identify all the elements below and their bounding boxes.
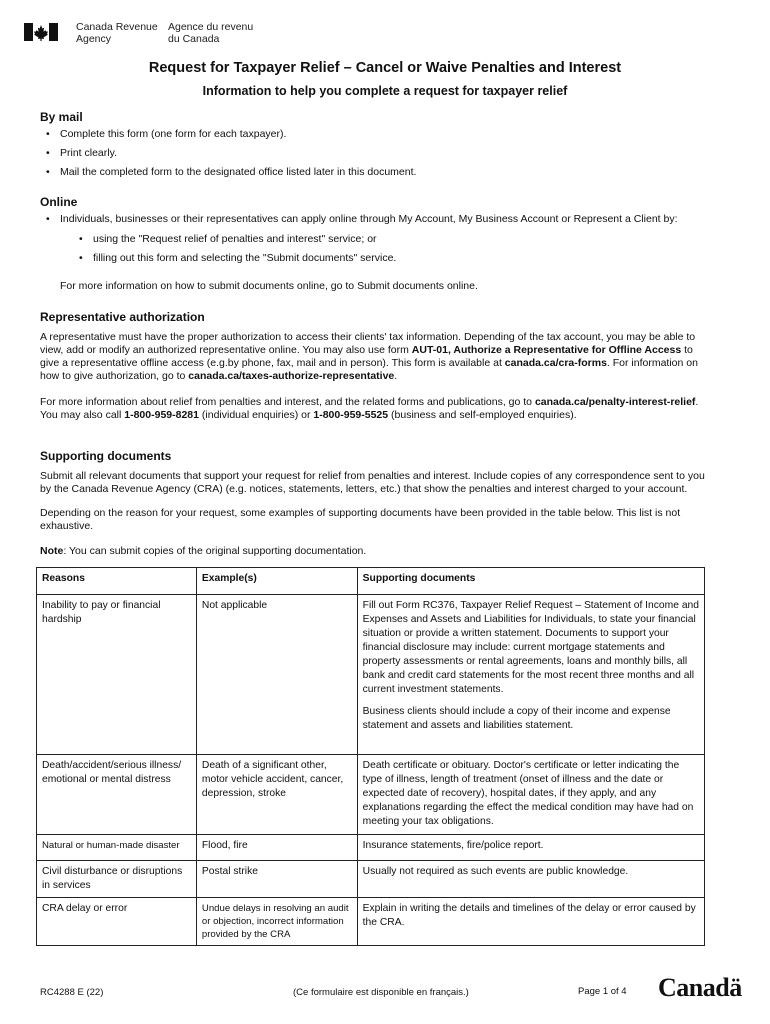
note-label: Note [40, 545, 64, 557]
government-header [24, 18, 424, 48]
text-span: . [394, 370, 398, 382]
example-cell: Postal strike [196, 861, 357, 898]
docs-text-business: Business clients should include a copy of their income and expense statement and assets and liabilities statement. [362, 706, 671, 731]
text-span: . You may also call [40, 396, 699, 421]
text-span: (individual enquiries) or [198, 409, 314, 421]
cra-forms-link[interactable]: canada.ca/cra-forms [504, 357, 607, 369]
page-number: Page 1 of 4 [578, 986, 627, 997]
table-row [37, 898, 705, 946]
list-item: • Mail the completed form to the designated office listed later in this document. [40, 163, 720, 182]
text-span: (business and self-employed enquiries). [388, 409, 577, 421]
list-item: • Individuals, businesses or their representatives can apply online through My Account, My Business Account or Represent a Client by: [40, 210, 740, 229]
column-header-examples: Example(s) [196, 568, 357, 595]
online-sublist [73, 230, 713, 268]
example-cell: Flood, fire [196, 835, 357, 861]
reason-cell: Death/accident/serious illness/ emotional or mental distress [37, 755, 197, 835]
form-identifier: RC4288 E (22) [40, 987, 104, 998]
supporting-docs-heading: Supporting documents [40, 449, 172, 463]
rep-auth-heading: Representative authorization [40, 310, 205, 324]
online-list [40, 210, 740, 229]
list-item: • filling out this form and selecting the "Submit documents" service. [73, 249, 713, 268]
online-heading: Online [40, 195, 78, 209]
list-item: • Print clearly. [40, 144, 720, 163]
docs-cell: Explain in writing the details and timelines of the delay or error caused by the CRA. [357, 898, 704, 946]
authorize-representative-link[interactable]: canada.ca/taxes-authorize-representative [188, 370, 395, 382]
table-header-row [37, 568, 705, 595]
french-availability-note: (Ce formulaire est disponible en français.) [293, 987, 469, 998]
docs-cell: Death certificate or obituary. Doctor's certificate or letter indicating the type of illness, length of treatment (onset of illness and the date or expected date of recovery), hospital dates, if they apply, and any explanations regarding the effect the medical condition may have had on meeting your tax obligations. [357, 755, 704, 835]
rep-auth-paragraph-2 [40, 396, 708, 422]
table-row [37, 755, 705, 835]
penalty-interest-relief-link[interactable]: canada.ca/penalty-interest-relief [534, 396, 696, 408]
dept-fr-line2: du Canada [168, 33, 220, 45]
docs-cell [357, 595, 704, 755]
example-cell: Undue delays in resolving an audit or objection, incorrect information provided by the CRA [196, 898, 357, 946]
rep-auth-paragraph-1 [40, 331, 708, 383]
dept-fr-line1: Agence du revenu [168, 21, 254, 33]
department-name-en [76, 21, 158, 45]
reason-cell: Natural or human-made disaster [37, 835, 197, 861]
page-subtitle: Information to help you complete a request for taxpayer relief [202, 84, 568, 98]
canada-flag-icon [24, 23, 58, 41]
department-name-fr [168, 21, 253, 45]
business-phone-number: 1-800-959-5525 [313, 409, 389, 421]
supporting-documents-table [36, 567, 705, 946]
supporting-paragraph-2: Depending on the reason for your request, some examples of supporting documents have been provided in the table below. This list is not exhaustive. [40, 507, 681, 532]
online-more-info: For more information on how to submit documents online, go to Submit documents online. [60, 280, 478, 292]
reason-cell: CRA delay or error [37, 898, 197, 946]
example-cell: Not applicable [196, 595, 357, 755]
reason-cell: Civil disturbance or disruptions in services [37, 861, 197, 898]
dept-en-line1: Canada Revenue [76, 21, 158, 33]
text-span: to give a representative offline access (e.g.by phone, fax, mail and in person). This form is available at [40, 344, 693, 369]
example-cell: Death of a significant other, motor vehicle accident, cancer, depression, stroke [196, 755, 357, 835]
text-span: . For information on how to give authorization, go to [40, 357, 698, 382]
individual-phone-number: 1-800-959-8281 [124, 409, 199, 421]
dept-en-line2: Agency [76, 33, 112, 45]
text-span: For more information about relief from penalties and interest, and the related forms and publications, go to [40, 396, 535, 408]
docs-cell: Insurance statements, fire/police report. [357, 835, 704, 861]
list-item: • Complete this form (one form for each taxpayer). [40, 125, 720, 144]
column-header-reasons: Reasons [37, 568, 197, 595]
docs-text: Fill out Form RC376, Taxpayer Relief Request – Statement of Income and Expenses and Assets and Liabilities for Individuals, to state your financial situation or provide a written statement. Documents to support your financial disclosure may include: current mortgage statements and property assessments or rental agreements, loans and monthly bills, all bank and credit card statements for the most recent three months and all current investment statements. [362, 600, 699, 695]
page-title: Request for Taxpayer Relief – Cancel or Waive Penalties and Interest [148, 60, 622, 76]
canada-wordmark-logo: Canadä [658, 973, 742, 1002]
note-text: : You can submit copies of the original supporting documentation. [63, 545, 367, 557]
by-mail-heading: By mail [40, 110, 83, 124]
list-item: • using the "Request relief of penalties and interest" service; or [73, 230, 713, 249]
reason-cell: Inability to pay or financial hardship [37, 595, 197, 755]
column-header-supporting-docs: Supporting documents [357, 568, 704, 595]
by-mail-list [40, 125, 720, 182]
docs-cell: Usually not required as such events are public knowledge. [357, 861, 704, 898]
supporting-paragraph-1: Submit all relevant documents that support your request for relief from penalties and interest. Include copies of any correspondence sent to you by the Canada Revenue Agency (CRA) (e.g. notices, statements, letters, etc.) that show the penalties and interest charged to your account. [40, 470, 705, 495]
table-row [37, 861, 705, 898]
table-row [37, 595, 705, 755]
supporting-note [40, 545, 708, 558]
text-span: A representative must have the proper authorization to access their clients' tax information. Depending of the tax account, you may be able to view, add or modify an authorized representative online. You may also use form [40, 331, 696, 356]
table-row [37, 835, 705, 861]
form-aut01-name: AUT-01, Authorize a Representative for Offline Access [411, 344, 682, 356]
